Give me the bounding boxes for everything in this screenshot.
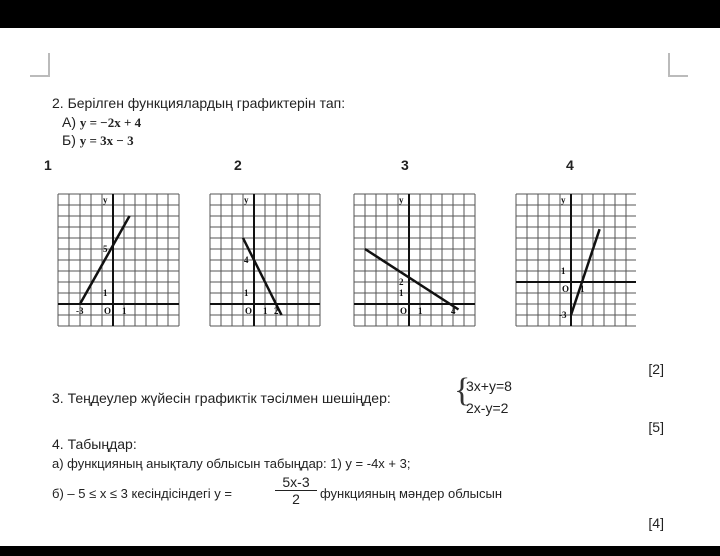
origin-label: O xyxy=(400,306,408,316)
graph-4 xyxy=(510,188,636,338)
graph-1 xyxy=(52,188,182,338)
origin-label: O xyxy=(562,284,570,294)
graph-3 xyxy=(348,188,476,338)
tick-label-y: 4 xyxy=(244,255,249,265)
score-task3: [5] xyxy=(648,419,664,435)
tick-label-y1: 1 xyxy=(561,266,566,276)
worksheet-page xyxy=(0,28,720,546)
task4-part-a: а) функцияның анықталу облысын табыңдар: 1) y = -4x + 3; xyxy=(52,456,411,471)
graph-number-1: 1 xyxy=(44,157,52,173)
origin-label: O xyxy=(104,306,112,316)
graph-number-4: 4 xyxy=(566,157,574,173)
fraction-denominator: 2 xyxy=(292,491,300,507)
task4-part-b-prefix: б) – 5 ≤ x ≤ 3 кесіндісіндегі y = xyxy=(52,486,232,501)
score-task2: [2] xyxy=(648,361,664,377)
tick-label-y-neg: -3 xyxy=(559,310,567,320)
graph-number-3: 3 xyxy=(401,157,409,173)
tick-label-y1: 1 xyxy=(399,288,404,298)
task2-option-b: Б) y = 3x − 3 xyxy=(62,132,134,148)
task2-title: 2. Берілген функциялардың графиктерін тап: xyxy=(52,95,346,111)
task4-title: 4. Табыңдар: xyxy=(52,436,137,452)
axis-label-y: y xyxy=(244,195,249,205)
tick-label-x1: 1 xyxy=(580,284,585,294)
tick-label-x-neg: -3 xyxy=(76,306,84,316)
graph-number-2: 2 xyxy=(234,157,242,173)
tick-label-y: 2 xyxy=(399,277,404,287)
tick-label-x4: 4 xyxy=(451,306,456,316)
tick-label-y: 5 xyxy=(103,244,108,254)
tick-label-x2: 2 xyxy=(274,306,279,316)
task2-option-a: А) y = −2x + 4 xyxy=(62,114,142,130)
tick-label-y1: 1 xyxy=(244,288,249,298)
axis-label-y: y xyxy=(103,195,108,205)
page-corner-mark xyxy=(668,53,688,77)
tick-label-y1: 1 xyxy=(103,288,108,298)
tick-label-x: 1 xyxy=(122,306,127,316)
system-equation-2: 2x-y=2 xyxy=(466,400,509,416)
axis-label-y: y xyxy=(561,195,566,205)
tick-label-x1: 1 xyxy=(418,306,423,316)
page-corner-mark xyxy=(30,53,50,77)
function-line xyxy=(571,229,600,315)
system-brace: { xyxy=(454,372,471,409)
fraction-numerator: 5x-3 xyxy=(275,474,317,491)
score-task4: [4] xyxy=(648,515,664,531)
function-line xyxy=(365,249,459,310)
system-equation-1: 3x+y=8 xyxy=(466,378,512,394)
fraction xyxy=(275,474,317,507)
tick-label-x1: 1 xyxy=(263,306,268,316)
axis-label-y: y xyxy=(399,195,404,205)
task4-part-b-suffix: функцияның мәндер облысын xyxy=(320,486,503,501)
task3-text: 3. Теңдеулер жүйесін графиктік тәсілмен шешіңдер: xyxy=(52,390,391,406)
origin-label: O xyxy=(245,306,253,316)
graph-2 xyxy=(204,188,322,338)
